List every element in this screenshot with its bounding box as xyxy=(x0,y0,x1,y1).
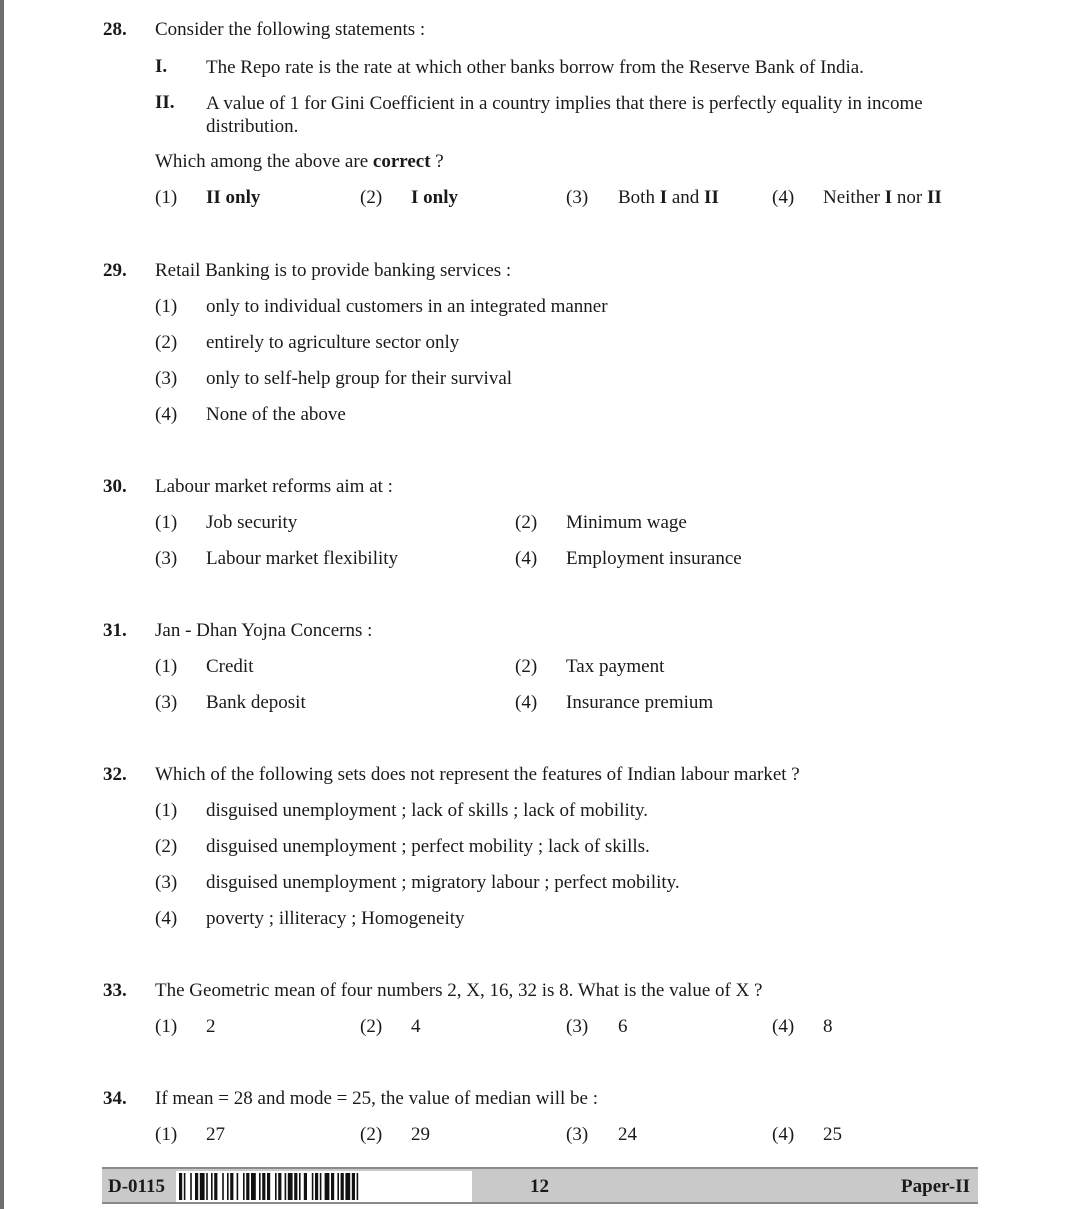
paper-code: D-0115 xyxy=(108,1176,165,1197)
question-text: Retail Banking is to provide banking services : xyxy=(155,260,512,281)
option-number: (4) xyxy=(155,908,178,929)
question-number: 30. xyxy=(103,476,127,497)
option-text: Both I and II xyxy=(618,187,719,208)
option-number: (4) xyxy=(772,1124,795,1145)
question-number: 29. xyxy=(103,260,127,281)
option-text: None of the above xyxy=(206,404,346,425)
option-text: Labour market flexibility xyxy=(206,548,399,569)
option-text: entirely to agriculture sector only xyxy=(206,332,460,353)
option-number: (1) xyxy=(155,512,178,533)
option-text: Job security xyxy=(206,512,298,533)
option-number: (3) xyxy=(155,368,178,389)
option-text: disguised unemployment ; perfect mobility ; lack of skills. xyxy=(206,836,650,857)
option-text: Minimum wage xyxy=(566,512,687,533)
option-text: Neither I nor II xyxy=(823,187,942,208)
option-number: (4) xyxy=(155,404,178,425)
question-text: The Geometric mean of four numbers 2, X, 16, 32 is 8. What is the value of X ? xyxy=(155,980,763,1001)
question-prompt: Which among the above are correct ? xyxy=(155,151,444,172)
option-text: 24 xyxy=(618,1124,637,1145)
option-number: (1) xyxy=(155,1124,178,1145)
option-number: (2) xyxy=(155,332,178,353)
statement-text: The Repo rate is the rate at which other banks borrow from the Reserve Bank of India. xyxy=(206,57,864,78)
question-number: 34. xyxy=(103,1088,127,1109)
option-text: 25 xyxy=(823,1124,842,1145)
question-number: 28. xyxy=(103,19,127,40)
option-number: (2) xyxy=(360,1016,383,1037)
option-text: 29 xyxy=(411,1124,430,1145)
option-number: (2) xyxy=(360,187,383,208)
option-text: Tax payment xyxy=(566,656,665,677)
option-text: II only xyxy=(206,187,261,208)
barcode xyxy=(176,1171,472,1202)
option-text: 4 xyxy=(411,1016,421,1037)
option-number: (1) xyxy=(155,296,178,317)
page-number: 12 xyxy=(530,1176,549,1197)
option-text: only to self-help group for their survival xyxy=(206,368,513,389)
statement-text: A value of 1 for Gini Coefficient in a country implies that there is perfectly equality in income distribution. xyxy=(206,93,923,137)
page-edge-shadow xyxy=(0,0,4,1209)
option-text: 27 xyxy=(206,1124,225,1145)
option-text: Insurance premium xyxy=(566,692,714,713)
option-number: (2) xyxy=(515,656,538,677)
option-number: (1) xyxy=(155,187,178,208)
option-number: (4) xyxy=(515,692,538,713)
option-text: I only xyxy=(411,187,458,208)
option-number: (3) xyxy=(566,1016,589,1037)
option-number: (2) xyxy=(360,1124,383,1145)
option-number: (1) xyxy=(155,656,178,677)
option-text: disguised unemployment ; lack of skills ; lack of mobility. xyxy=(206,800,649,821)
option-text: poverty ; illiteracy ; Homogeneity xyxy=(206,908,465,929)
question-number: 32. xyxy=(103,764,127,785)
option-number: (3) xyxy=(566,1124,589,1145)
question-number: 33. xyxy=(103,980,127,1001)
page-footer xyxy=(102,1167,978,1204)
question-text: Which of the following sets does not represent the features of Indian labour market ? xyxy=(155,764,800,785)
option-number: (2) xyxy=(515,512,538,533)
statement-number: I. xyxy=(155,56,168,77)
option-text: Employment insurance xyxy=(566,548,742,569)
question-text: Labour market reforms aim at : xyxy=(155,476,393,497)
option-number: (4) xyxy=(515,548,538,569)
question-text: Jan - Dhan Yojna Concerns : xyxy=(155,620,373,641)
option-number: (3) xyxy=(155,548,178,569)
question-number: 31. xyxy=(103,620,127,641)
option-text: 8 xyxy=(823,1016,833,1037)
paper-label: Paper-II xyxy=(901,1176,970,1197)
option-number: (3) xyxy=(155,692,178,713)
option-number: (1) xyxy=(155,800,178,821)
option-number: (4) xyxy=(772,187,795,208)
option-text: Bank deposit xyxy=(206,692,306,713)
option-text: Credit xyxy=(206,656,254,677)
statement-number: II. xyxy=(155,92,175,113)
option-number: (1) xyxy=(155,1016,178,1037)
option-text: 2 xyxy=(206,1016,216,1037)
option-text: 6 xyxy=(618,1016,628,1037)
option-number: (4) xyxy=(772,1016,795,1037)
question-text: If mean = 28 and mode = 25, the value of median will be : xyxy=(155,1088,599,1109)
question-text: Consider the following statements : xyxy=(155,19,426,40)
option-number: (2) xyxy=(155,836,178,857)
option-text: only to individual customers in an integrated manner xyxy=(206,296,608,317)
option-number: (3) xyxy=(155,872,178,893)
option-text: disguised unemployment ; migratory labour ; perfect mobility. xyxy=(206,872,680,893)
option-number: (3) xyxy=(566,187,589,208)
